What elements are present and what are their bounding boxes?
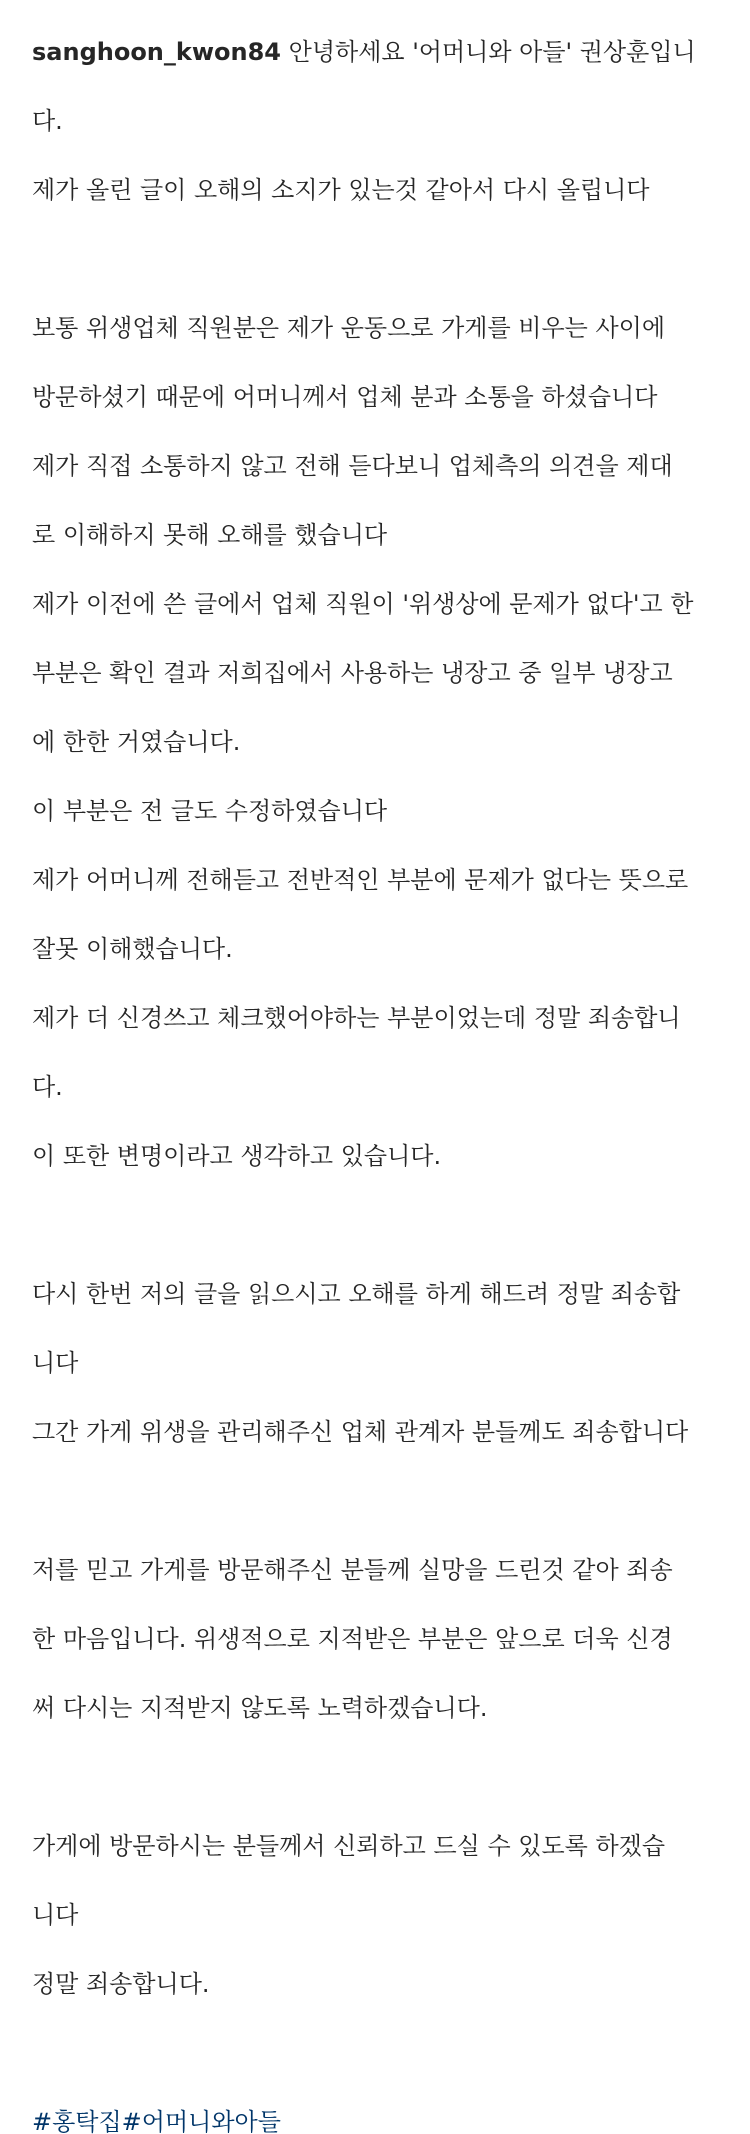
caption-blank-line	[32, 1484, 732, 1519]
caption-line: 저를 믿고 가게를 방문해주신 분들께 실망을 드린것 같아 죄송	[32, 1553, 732, 1588]
caption-line: 다.	[32, 1070, 732, 1105]
caption-line: 보통 위생업체 직원분은 제가 운동으로 가게를 비우는 사이에	[32, 311, 732, 346]
caption-line: 안녕하세요 '어머니와 아들' 권상훈입니	[289, 38, 696, 66]
caption-first-line	[32, 35, 732, 70]
caption-line: 제가 어머니께 전해듣고 전반적인 부분에 문제가 없다는 뜻으로	[32, 863, 732, 898]
caption-line: 니다	[32, 1898, 732, 1933]
caption-line: 제가 더 신경쓰고 체크했어야하는 부분이었는데 정말 죄송합니	[32, 1001, 732, 1036]
username-link[interactable]: sanghoon_kwon84	[32, 38, 281, 66]
hashtag-link[interactable]: #홍탁집	[32, 2108, 122, 2134]
caption-line: 다.	[32, 104, 732, 139]
caption-blank-line	[32, 1760, 732, 1795]
hashtag-link[interactable]: #어머니와아들	[122, 2108, 281, 2134]
caption-line: 그간 가게 위생을 관리해주신 업체 관계자 분들께도 죄송합니다	[32, 1415, 732, 1450]
caption-blank-line	[32, 242, 732, 277]
caption-blank-line	[32, 2036, 732, 2071]
caption-line: 제가 직접 소통하지 않고 전해 듣다보니 업체측의 의견을 제대	[32, 449, 732, 484]
caption-line: 니다	[32, 1346, 732, 1381]
caption-line: 정말 죄송합니다.	[32, 1967, 732, 2002]
caption-line: 다시 한번 저의 글을 읽으시고 오해를 하게 해드려 정말 죄송합	[32, 1277, 732, 1312]
caption-line: 이 또한 변명이라고 생각하고 있습니다.	[32, 1139, 732, 1174]
caption-line: 제가 이전에 쓴 글에서 업체 직원이 '위생상에 문제가 없다'고 한	[32, 587, 732, 622]
hashtag-row	[32, 2105, 732, 2134]
caption-line: 가게에 방문하시는 분들께서 신뢰하고 드실 수 있도록 하겠습	[32, 1829, 732, 1864]
caption-line: 잘못 이해했습니다.	[32, 932, 732, 967]
caption-line: 이 부분은 전 글도 수정하였습니다	[32, 794, 732, 829]
caption-line: 방문하셨기 때문에 어머니께서 업체 분과 소통을 하셨습니다	[32, 380, 732, 415]
caption-blank-line	[32, 1208, 732, 1243]
post-caption	[32, 0, 732, 2134]
caption-line: 로 이해하지 못해 오해를 했습니다	[32, 518, 732, 553]
caption-line: 부분은 확인 결과 저희집에서 사용하는 냉장고 중 일부 냉장고	[32, 656, 732, 691]
caption-line: 써 다시는 지적받지 않도록 노력하겠습니다.	[32, 1691, 732, 1726]
caption-line: 에 한한 거였습니다.	[32, 725, 732, 760]
caption-line: 제가 올린 글이 오해의 소지가 있는것 같아서 다시 올립니다	[32, 173, 732, 208]
caption-line: 한 마음입니다. 위생적으로 지적받은 부분은 앞으로 더욱 신경	[32, 1622, 732, 1657]
